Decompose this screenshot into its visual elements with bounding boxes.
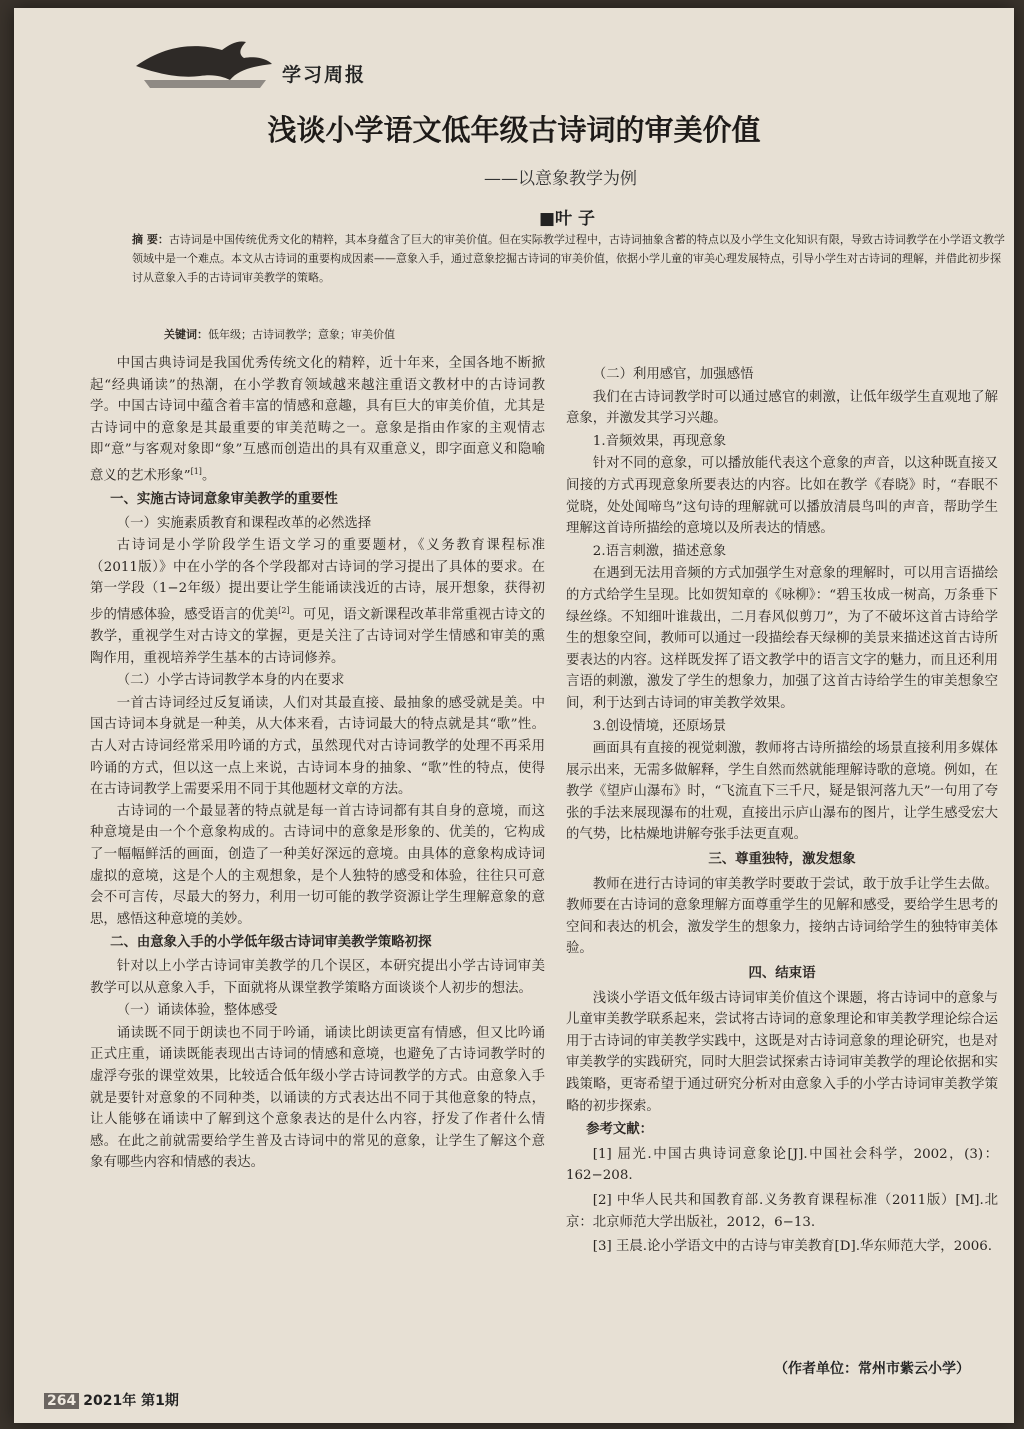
reference-item: [3] 王晨.论小学语文中的古诗与审美教育[D].华东师范大学，2006. [592, 1239, 993, 1255]
abstract-text: 古诗词是中国传统优秀文化的精粹，其本身蕴含了巨大的审美价值。但在实际教学过程中，古诗词抽象含蓄的特点以及小学生文化知识有限，导致古诗词教学在小学语文教学领域中是一个难点。本文从古诗词的重要构成因素——意象入手，通过意象挖掘古诗词的审美价值，依据小学儿童的审美心理发展特点，引导小学生对古诗词的理解，并借此初步探讨从意象入手的古诗词审美教学的策略。 [132, 233, 1005, 284]
eagle-logo-icon [134, 36, 274, 96]
paragraph: 画面具有直接的视觉刺激，教师将古诗所描绘的场景直接利用多媒体展示出来，无需多做解释，学生自然而然就能理解诗歌的意境。例如，在教学《望庐山瀑布》时，“飞流直下三千尺，疑是银河落九天”一句用了夸张的手法来展现瀑布的壮观，直接出示庐山瀑布的图片，让学生感受宏大的气势，比枯燥地讲解夸张手法更直观。 [566, 741, 998, 843]
paragraph: 在遇到无法用音频的方式加强学生对意象的理解时，可以用言语描绘的方式给学生呈现。比如贺知章的《咏柳》：“碧玉妆成一树高，万条垂下绿丝绦。不知细叶谁裁出，二月春风似剪刀”，为了不破坏这首古诗给学生的想象空间，教师可以通过一段描绘春天绿柳的美景来描述这首古诗所要表达的内容。这样既发挥了语文教学中的语言文字的魅力，而且还利用言语的刺激，激发了学生的想象力，加强了这首古诗给学生的审美想象空间，利于达到古诗词的审美教学效果。 [566, 566, 998, 711]
article-title: 浅谈小学语文低年级古诗词的审美价值 [267, 113, 761, 147]
paragraph: 一首古诗词经过反复诵读，人们对其最直接、最抽象的感受就是美。中国古诗词本身就是一种美，从大体来看，古诗词最大的特点就是其“歌”性。古人对古诗词经常采用吟诵的方式，虽然现代对古诗词教学的处理不再采用吟诵的方式，但以这一点上来说，古诗词本身的抽象、“歌”性的特点，使得在古诗词教学上需要采用不同于其他题材文章的方法。 [90, 695, 545, 798]
left-column [90, 353, 545, 1174]
citation: [2] [278, 606, 290, 615]
issue-label: 2021年 第1期 [83, 1393, 179, 1409]
reference-item: [1] 屈光.中国古典诗词意象论[J].中国社会科学，2002，(3)：162−208. [566, 1146, 998, 1184]
paragraph: 我们在古诗词教学时可以通过感官的刺激，让低年级学生直观地了解意象，并激发其学习兴趣。 [566, 389, 998, 427]
abstract-label: 摘 要： [132, 233, 169, 246]
page-number: 264 [44, 1393, 79, 1409]
journal-name: 学习周报 [282, 64, 367, 86]
keywords [164, 326, 395, 342]
magazine-page [14, 8, 1014, 1423]
subsection-heading: （二）利用感官，加强感悟 [592, 367, 754, 382]
sub-item-heading: 2.语言刺激，描述意象 [592, 543, 727, 559]
subsection-heading: （二）小学古诗词教学本身的内在要求 [116, 673, 345, 689]
abstract [132, 230, 1010, 287]
article-author: ■叶 子 [539, 209, 595, 229]
section-heading: 三、尊重独特，激发想象 [708, 852, 856, 868]
paragraph: 古诗词是小学阶段学生语文学习的重要题材，《义务教育课程标准（2011版）》中在小学的各个学段都对古诗词的学习提出了具体的要求。在第一学段（1−2年级）提出要让学生能诵读浅近的古诗，展开想象，获得初步的情感体验，感受语言的优美[2]。可见，语文新课程改革非常重视古诗文的教学，重视学生对古诗文的掌握，更是关注了古诗词对学生情感和审美的熏陶作用，重视培养学生基本的古诗词修养。 [90, 538, 545, 666]
page-footer [44, 1390, 179, 1410]
section-heading: 四、结束语 [748, 966, 816, 982]
paragraph: 中国古典诗词是我国优秀传统文化的精粹，近十年来，全国各地不断掀起“经典诵读”的热潮，在小学教育领域越来越注重语文教材中的古诗词教学。中国古诗词中蕴含着丰富的情感和意趣，具有巨大的审美价值，尤其是古诗词中的意象是其最重要的审美范畴之一。意象是指由作家的主观情志即“意”与客观对象即“象”互感而创造出的具有双重意义，即字面意义和隐喻意义的艺术形象”[1]。 [90, 356, 545, 484]
article-subtitle: ——以意象教学为例 [484, 169, 637, 189]
sub-item-heading: 3.创设情境，还原场景 [592, 718, 727, 734]
keywords-label: 关键词： [164, 328, 208, 341]
keywords-text: 低年级；古诗词教学；意象；审美价值 [208, 328, 395, 341]
author-affiliation: （作者单位：常州市紫云小学） [774, 1361, 970, 1377]
paragraph: 浅谈小学语文低年级古诗词审美价值这个课题，将古诗词中的意象与儿童审美教学联系起来，尝试将古诗词的意象理论和审美教学理论综合运用于古诗词的审美教学实践中，这既是对古诗词意象的理论研究，也是对审美教学的实践研究，同时大胆尝试探索古诗词审美教学的理论依据和实践策略，更寄希望于通过研究分析对由意象入手的小学古诗词审美教学策略的初步探索。 [566, 990, 998, 1114]
section-heading: 一、实施古诗词意象审美教学的重要性 [110, 492, 338, 508]
references-title: 参考文献： [586, 1122, 654, 1138]
right-column [566, 363, 998, 1261]
subsection-heading: （一）诵读体验，整体感受 [116, 1003, 278, 1019]
sub-item-heading: 1.音频效果，再现意象 [592, 433, 727, 449]
paragraph: 针对以上小学古诗词审美教学的几个误区，本研究提出小学古诗词审美教学可以从意象入手，下面就将从课堂教学策略方面谈谈个人初步的想法。 [90, 958, 545, 996]
reference-item: [2] 中华人民共和国教育部.义务教育课程标准（2011版）[M].北京：北京师范大学出版社，2012，6−13. [566, 1192, 998, 1230]
subsection-heading: （一）实施素质教育和课程改革的必然选择 [116, 515, 372, 531]
paragraph: 教师在进行古诗词的审美教学时要敢于尝试，敢于放手让学生去做。教师要在古诗词的意象理解方面尊重学生的见解和感受，要给学生思考的空间和表达的机会，激发学生的想象力，接纳古诗词给学生的独特审美体验。 [566, 876, 998, 957]
section-heading: 二、由意象入手的小学低年级古诗词审美教学策略初探 [110, 935, 432, 951]
paragraph: 诵读既不同于朗读也不同于吟诵，诵读比朗读更富有情感，但又比吟诵正式庄重，诵读既能表现出古诗词的情感和意境，也避免了古诗词教学时的虚浮夸张的课堂效果，比较适合低年级小学古诗词教学的方式。由意象入手就是要针对意象的不同种类，以诵读的方式表达出不同于其他意象的特点，让人能够在诵读中了解到这个意象表达的是什么内容，抒发了作者什么情感。在此之前就需要给学生普及古诗词中的常见的意象，让学生了解这个意象有哪些内容和情感的表达。 [90, 1025, 545, 1171]
citation: [1] [190, 466, 202, 476]
paragraph: 针对不同的意象，可以播放能代表这个意象的声音，以这种既直接又间接的方式再现意象所要表达的内容。比如在教学《春晓》时，“春眠不觉晓，处处闻啼鸟”这句诗的理解就可以播放清晨鸟叫的声音，帮助学生理解这首诗所描绘的意境以及所表达的情感。 [566, 456, 998, 537]
paragraph: 古诗词的一个最显著的特点就是每一首古诗词都有其自身的意境，而这种意境是由一个个意象构成的。古诗词中的意象是形象的、优美的，它构成了一幅幅鲜活的画面，创造了一种美好深远的意境。由具体的意象构成诗词虚拟的意境，这是个人的主观想象，是个人独特的感受和体验，往往只可意会不可言传，尽最大的努力，利用一切可能的教学资源让学生理解意象的意思，感悟这种意境的美妙。 [90, 803, 545, 927]
